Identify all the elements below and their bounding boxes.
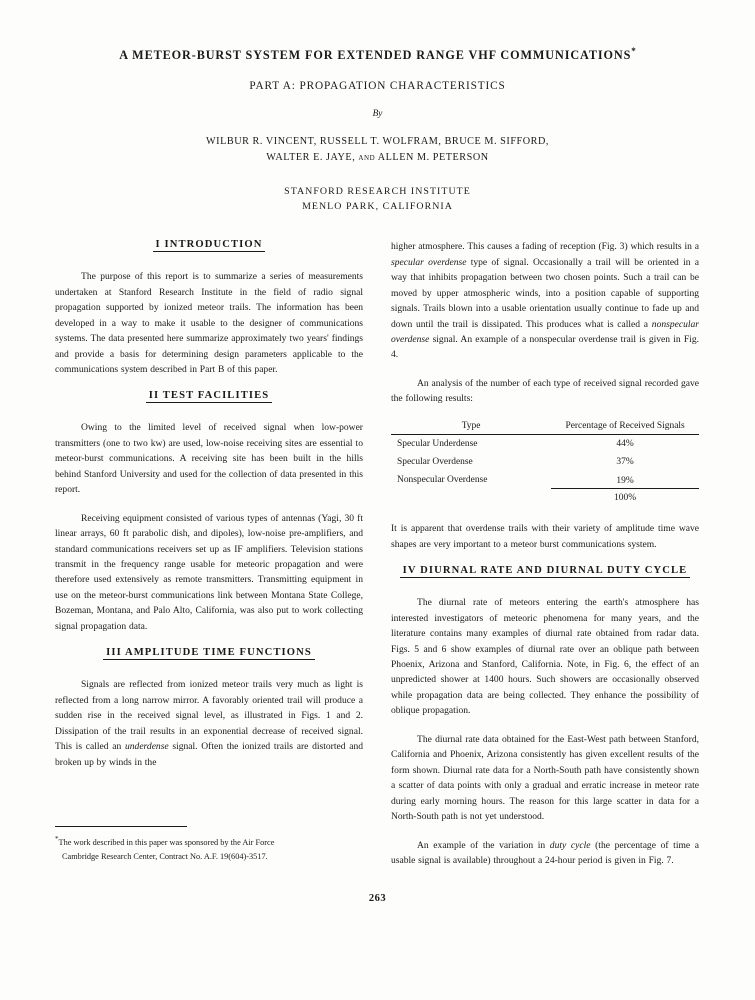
table-total-row (391, 489, 699, 508)
received-signals-table (391, 420, 699, 508)
footnote-marker: * (55, 835, 59, 843)
paragraph-amplitude-part-a: Signals are reflected from ionized meteor trails very much as light is reflected from a long narrow mirror. A favorably oriented trail will produce a sudden rise in the received signal level, as illustrated in Figs. 1 and 2. Dissipation of the trail results in an exponential decrease of received signal. This is called an (55, 679, 363, 753)
table-header-row (391, 420, 699, 435)
section-heading-test-facilities-text: II TEST FACILITIES (146, 390, 273, 403)
table-row (391, 434, 699, 453)
table-total-value: 100% (614, 493, 637, 504)
paragraph-amplitude-time-1 (55, 677, 363, 770)
table-cell-type: Specular Underdense (397, 438, 478, 449)
continuation-part-c: signal. An example of a nonspecular overdense trail is given in Fig. 4. (391, 333, 699, 361)
footnote-divider (55, 826, 187, 827)
table-header-percentage: Percentage of Received Signals (551, 420, 699, 435)
section-heading-diurnal-rate (391, 565, 699, 578)
footnote-text (55, 833, 363, 864)
paragraph-after-table: It is apparent that overdense trails with their variety of amplitude time wave shapes are very important to a meteor burst communications system. (391, 523, 699, 550)
paragraph-introduction-1: The purpose of this report is to summarize a series of measurements undertaken at Stanford Research Institute in the field of radio signal propagation supported by ionized meteor trails. The information has been developed in a way to make it usable to the designer of communications systems. The data presented here summarize approximately two years' findings and provide a basis for determining design parameters applicable to the communications system described in Part B of this paper. (55, 271, 363, 375)
table-cell-percentage: 19% (551, 471, 699, 489)
paragraph-diurnal-1: The diurnal rate of meteors entering the earth's atmosphere has interested investigators of meteoric phenomena for many years, and the literature contains many examples of diurnal rate obtained from radar data. Figs. 5 and 6 show examples of diurnal rate over an oblique path between Phoenix, Arizona and Stanford, California. Note, in Fig. 6, the effect of an unpredicted shower at 1400 hours. Such showers are occasionally observed while propagation data are being collected. They enhance the possibility of oblique propagation. (391, 597, 699, 717)
paragraph-test-facilities-1: Owing to the limited level of received signal when low-power transmitters (one to two kw) are used, low-noise receiving sites are essential to meteor-burst communications. A receiving site has been built in the hills behind Stanford University and used for the collection of data presented in this report. (55, 422, 363, 496)
section-heading-diurnal-rate-text: IV DIURNAL RATE AND DIURNAL DUTY CYCLE (400, 565, 691, 578)
table-header (391, 420, 699, 435)
table-body (391, 434, 699, 507)
author-line-2: WALTER E. JAYE, and ALLEN M. PETERSON (266, 151, 489, 163)
title-footnote-marker: * (631, 46, 636, 56)
footnote-line-2: Cambridge Research Center, Contract No. A.F. 19(604)-3517. (62, 852, 268, 862)
continuation-part-b: type of signal. Occasionally a trail will be oriented in a way that inhibits propagation between two chosen points. Such a trail can be moved by upper atmospheric winds, into a position capable of supporting signals. Trails blown into a usable orientation usually continue to fade up and down until the trail is dissipated. This produces what is called a (391, 256, 699, 330)
emphasis-nonspecular-overdense: nonspecular overdense (391, 318, 699, 345)
footnote-zone (55, 826, 363, 864)
table-row (391, 471, 699, 489)
table-header-type: Type (391, 420, 551, 435)
table-cell-type: Nonspecular Overdense (397, 474, 488, 485)
left-column (55, 239, 363, 881)
table-cell-percentage: 44% (616, 438, 634, 449)
paragraph-analysis-intro: An analysis of the number of each type of received signal recorded gave the following results: (391, 377, 699, 405)
table-row (391, 453, 699, 471)
diurnal-3-part-b: (the percentage of time a usable signal is available) throughout a 24-hour period is given in Fig. 7. (391, 839, 700, 866)
affiliation (55, 184, 700, 216)
footnote-line-1: The work described in this paper was sponsored by the Air Force (58, 837, 275, 847)
table-cell-percentage: 37% (616, 456, 634, 467)
affiliation-line-1: STANFORD RESEARCH INSTITUTE (284, 185, 471, 197)
affiliation-line-2: MENLO PARK, CALIFORNIA (302, 201, 453, 213)
emphasis-underdense: underdense (125, 741, 169, 753)
paragraph-amplitude-part-b: signal. Often the ionized trails are distorted and broken up by winds in the (55, 741, 363, 768)
diurnal-3-part-a: An example of the variation in (417, 839, 550, 851)
page-number: 263 (368, 893, 387, 904)
doc-title-text: A METEOR-BURST SYSTEM FOR EXTENDED RANGE VHF COMMUNICATIONS (119, 48, 632, 63)
emphasis-duty-cycle: duty cycle (549, 839, 591, 851)
section-heading-amplitude-time-functions (55, 647, 363, 660)
section-heading-amplitude-time-functions-text: III AMPLITUDE TIME FUNCTIONS (103, 647, 315, 660)
paragraph-diurnal-2: The diurnal rate data obtained for the East-West path between Stanford, California and Phoenix, Arizona consistently has given excellent results of the form shown. Diurnal rate data for a North-South path have consistently shown a scatter of data points with only a gradual and erratic increase in meteor rate during early morning hours. The reason for this large scatter in data for a North-South path is not yet understood. (391, 733, 699, 823)
paragraph-test-facilities-2: Receiving equipment consisted of various types of antennas (Yagi, 30 ft linear arrays, 60 ft parabolic dish, and dipoles), low-noise pre-amplifiers, and standard communications receivers set up as IF amplifiers. Television stations transmit in the frequency range usable for meteoric propagation and were therefore used extensively as remote transmitters. Transmitting equipment in use on the meteor-burst communications link between Montana State College, Bozeman, Montana, and Palo Alto, California, was also put to work collecting signal propagation data. (55, 512, 363, 632)
section-heading-introduction-text: I INTRODUCTION (153, 239, 266, 252)
right-column (391, 239, 699, 881)
author-line-1: WILBUR R. VINCENT, RUSSELL T. WOLFRAM, BRUCE M. SIFFORD, (205, 135, 550, 147)
two-column-body (55, 239, 700, 881)
emphasis-specular-overdense: specular overdense (391, 256, 467, 268)
paper-body (55, 46, 700, 881)
title-block (55, 46, 700, 215)
page-title (55, 46, 700, 64)
doc-subtitle: PART A: PROPAGATION CHARACTERISTICS (249, 79, 506, 92)
paragraph-continuation (391, 239, 699, 363)
section-heading-test-facilities (55, 390, 363, 403)
section-heading-introduction (55, 239, 363, 252)
author-list (55, 134, 700, 166)
table-total-label (391, 489, 551, 508)
byline-label: By (372, 108, 383, 119)
table-cell-type: Specular Overdense (397, 456, 473, 467)
paragraph-diurnal-3 (391, 838, 699, 869)
continuation-part-a: higher atmosphere. This causes a fading of reception (Fig. 3) which results in a (391, 241, 699, 253)
